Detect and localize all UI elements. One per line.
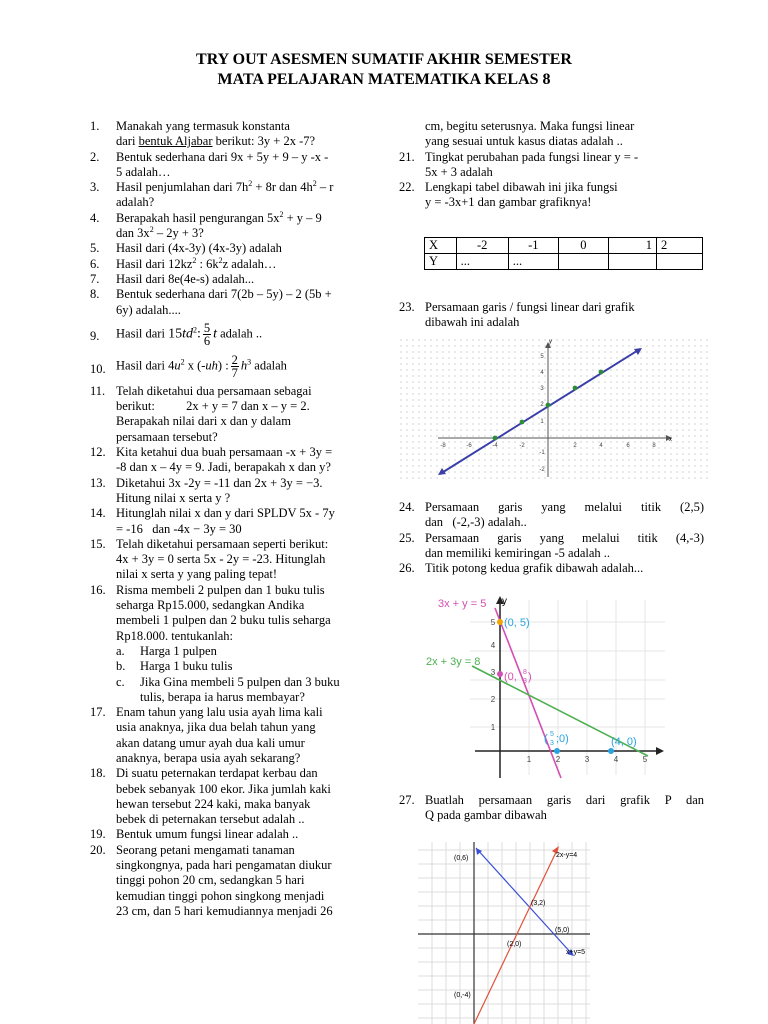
y-axis-label: y: [502, 596, 507, 607]
question-text: Risma membeli 2 pulpen dan 1 buku tulis: [116, 582, 325, 597]
question-text: adalah: [251, 358, 287, 373]
left-column: [90, 119, 375, 919]
question-text: cm, begitu seterusnya. Maka fungsi linear: [425, 119, 635, 133]
question-number: 2.: [90, 149, 100, 164]
question-text: Di suatu peternakan terdapat kerbau dan: [116, 766, 318, 781]
y-tick-label: 4: [490, 641, 496, 650]
question-text: Q pada gambar dibawah: [425, 808, 547, 823]
question-text: kemudian tinggi pohon singkong menjadi: [116, 888, 325, 903]
question-text: Titik potong kedua grafik dibawah adalah...: [425, 561, 644, 576]
question-text: – r: [316, 180, 334, 195]
question-text: bebek di peternakan tersebut adalah ..: [116, 812, 305, 827]
graph-26: [420, 590, 670, 782]
question-text: ) :: [217, 358, 229, 373]
math-variable: h: [240, 358, 248, 373]
question-text: membeli 1 pulpen dan 2 buku tulis seharga: [116, 613, 331, 628]
point-label-0-8-3-open: (0,: [504, 671, 517, 683]
label-2x-y-4: 2x-y=4: [556, 852, 578, 859]
question-number: 23.: [399, 300, 415, 314]
exponent: 2: [218, 255, 223, 265]
y-tick-label: 2: [540, 402, 544, 408]
question-number: 13.: [90, 475, 106, 490]
question-text: adalah?: [116, 195, 155, 210]
question-text: Hasil penjumlahan dari 7h: [116, 180, 249, 195]
question-text: nilai x serta y yang paling tepat!: [116, 567, 278, 582]
question-3: [90, 180, 375, 211]
question-16: [90, 583, 375, 705]
question-text: 23 cm, dan 5 hari kemudiannya menjadi 26: [116, 903, 333, 918]
sub-question-text: tulis, berapa ia harus membayar?: [140, 689, 305, 704]
question-number: 5.: [90, 241, 100, 256]
question-text: Buatlah persamaan garis dari grafik P dan: [425, 793, 704, 807]
question-12: [90, 445, 375, 476]
question-15: [90, 537, 375, 583]
question-number: 6.: [90, 256, 100, 271]
question-number: 4.: [90, 210, 100, 225]
question-text: Persamaan garis yang melalui titik (2,5): [425, 500, 704, 514]
point-label-5-3-open: (: [544, 733, 548, 745]
sub-question-a: [116, 644, 375, 659]
table-cell: [656, 254, 702, 270]
question-text: Bentuk sederhana dari 7(2b – 5y) – 2 (5b +: [116, 287, 332, 302]
exponent: 2: [192, 325, 197, 335]
y-tick-label: 3: [540, 386, 544, 392]
x-tick-label: 1: [526, 755, 532, 764]
question-text: akan datang umur ayah dua kali umur: [116, 735, 305, 750]
math-variable: uh: [205, 358, 218, 373]
x-tick-labels: [527, 755, 648, 764]
point: [573, 386, 578, 391]
question-text: Hitunglah nilai x dan y dari SPLDV 5x - 7y: [116, 506, 335, 521]
x-tick-label: 4: [613, 755, 619, 764]
question-number: 1.: [90, 119, 100, 133]
question-text: Berapakah nilai dari x dan y dalam: [116, 414, 291, 429]
label-2-0: (2,0): [507, 941, 522, 948]
sub-question-letter: a.: [116, 643, 125, 658]
question-2: [90, 150, 375, 181]
fraction-denominator: 7: [231, 365, 238, 380]
question-text: Kita ketahui dua buah persamaan -x + 3y =: [116, 445, 333, 460]
label-0-minus-4: (0,-4): [454, 992, 471, 999]
question-22: [399, 180, 704, 211]
question-text: x (-: [184, 358, 206, 373]
question-number: 15.: [90, 536, 106, 551]
fraction: [231, 354, 239, 379]
exponent: 2: [180, 357, 185, 367]
question-text: Hitung nilai x serta y ?: [116, 490, 231, 505]
table-cell: [558, 254, 608, 270]
question-text: berikut: 3y + 2x -7?: [212, 134, 316, 149]
math-operator: :: [196, 326, 201, 342]
line-3x-plus-y: [495, 608, 561, 778]
question-4: [90, 211, 375, 242]
y-tick-label: 1: [490, 723, 496, 732]
question-text: Hasil dari 8e(4e-s) adalah...: [116, 271, 255, 286]
exponent: 3: [247, 357, 252, 367]
question-number: 24.: [399, 500, 415, 514]
question-text: tinggi pohon 20 cm, sedangkan 5 hari: [116, 873, 305, 888]
exponent: 2: [312, 179, 317, 189]
right-column-q23: [399, 300, 704, 331]
point-label-0-8-3-num: 8: [523, 669, 527, 676]
question-text: Bentuk sederhana dari 9x + 5y + 9 – y -x -: [116, 149, 329, 164]
question-text: seharga Rp15.000, sedangkan Andika: [116, 598, 305, 613]
graph-23: [398, 337, 710, 482]
question-20: [90, 843, 375, 919]
question-text: z adalah…: [222, 256, 277, 271]
point-0-5: [497, 619, 503, 625]
math-variable: td: [182, 326, 193, 342]
question-1: [90, 119, 375, 150]
table-cell: Y: [425, 254, 457, 270]
question-8: [90, 287, 375, 318]
question-number: 9.: [90, 328, 100, 343]
question-text: Rp18.000. tentukanlah:: [116, 628, 233, 643]
sub-question-c: [116, 675, 375, 706]
question-number: 14.: [90, 506, 106, 521]
x-tick-label: 4: [599, 443, 603, 449]
question-9: [90, 322, 375, 350]
question-text: dan 3x: [116, 226, 150, 241]
sub-question-text: Harga 1 pulpen: [140, 643, 217, 658]
point-x-intercept: [493, 436, 498, 441]
x-tick-label: 2: [555, 755, 561, 764]
y-tick-label: 4: [540, 370, 544, 376]
question-text: Hasil dari 4: [116, 358, 175, 373]
question-text: bebek sebanyak 100 ekor. Jika jumlah kaki: [116, 781, 331, 796]
y-tick-label: -2: [539, 467, 545, 473]
table-cell: 2: [656, 238, 702, 254]
point-label-5-3-den: 3: [550, 740, 554, 747]
math-coefficient: 15: [168, 326, 183, 342]
question-14: [90, 506, 375, 537]
point-label-4-0: (4, 0): [611, 736, 637, 748]
aljabar-link[interactable]: bentuk Aljabar: [138, 134, 213, 149]
question-number: 25.: [399, 530, 415, 545]
y-tick-label: 1: [540, 419, 544, 425]
page-title-line2: MATA PELAJARAN MATEMATIKA KELAS 8: [217, 71, 551, 88]
question-18: [90, 766, 375, 827]
x-tick-label: 6: [626, 443, 630, 449]
question-number: 22.: [399, 180, 415, 195]
question-text: + 8r dan 4h: [252, 180, 313, 195]
question-text: adalah ..: [217, 326, 263, 341]
question-text: singkongnya, pada hari pengamatan diukur: [116, 858, 332, 873]
question-text: -8 dan x – 4y = 9. Jadi, berapakah x dan y?: [116, 460, 331, 475]
question-text: berikut: 2x + y = 7 dan x – y = 2.: [116, 399, 310, 414]
exponent: 2: [149, 225, 154, 235]
point-label-0-8-3-close: ): [528, 671, 532, 683]
question-7: [90, 272, 375, 287]
question-text: persamaan tersebut?: [116, 429, 218, 444]
question-24: [399, 500, 704, 531]
question-text: dari: [116, 134, 139, 149]
point: [520, 420, 525, 425]
question-number: 10.: [90, 361, 106, 376]
exponent: 2: [279, 209, 284, 219]
point-label-5-3-close: ;0): [556, 733, 569, 745]
table-row: [425, 238, 703, 254]
question-number: 12.: [90, 445, 106, 460]
question-text: Enam tahun yang lalu usia ayah lima kali: [116, 705, 323, 720]
x-tick-label: -4: [492, 443, 498, 449]
question-text: 5 adalah…: [116, 164, 171, 179]
table-cell: [608, 254, 656, 270]
question-26: [399, 561, 704, 576]
point-5-3-0: [554, 748, 560, 754]
y-tick-labels: [491, 618, 496, 732]
question-text: Berapakah hasil pengurangan 5x: [116, 210, 280, 225]
point-label-0-5: (0, 5): [504, 617, 530, 629]
point-4-0: [608, 748, 614, 754]
y-tick-label: 5: [540, 354, 544, 360]
question-21: [399, 150, 704, 181]
fraction-denominator: 6: [203, 333, 211, 348]
sub-question-letter: b.: [116, 659, 126, 674]
question-13: [90, 476, 375, 507]
right-column-top: [399, 119, 704, 211]
right-column-q24-26: [399, 500, 704, 576]
graph-background: [398, 337, 710, 482]
exponent: 2: [192, 255, 197, 265]
y-tick-label: -1: [539, 450, 545, 456]
question-number: 11.: [90, 383, 106, 398]
question-19: [90, 827, 375, 842]
x-axis-label: x: [669, 437, 672, 443]
fraction-numerator: 5: [203, 320, 211, 335]
question-text: Manakah yang termasuk konstanta: [116, 119, 290, 133]
question-text: Tingkat perubahan pada fungsi linear y = -: [425, 149, 639, 164]
question-number: 7.: [90, 271, 100, 286]
question-text: dibawah ini adalah: [425, 315, 520, 330]
question-17: [90, 705, 375, 766]
table-cell: -2: [456, 238, 508, 254]
question-number: 26.: [399, 561, 415, 576]
equation-label-1: 3x + y = 5: [438, 598, 487, 610]
point-y-intercept: [546, 403, 551, 408]
question-text: hewan tersebut 224 kaki, maka banyak: [116, 796, 311, 811]
table-cell: ...: [456, 254, 508, 270]
question-text: 6y) adalah....: [116, 302, 181, 317]
question-number: 18.: [90, 766, 106, 781]
question-text: : 6k: [196, 256, 219, 271]
table-cell: ...: [508, 254, 558, 270]
question-number: 20.: [90, 842, 106, 857]
label-3-2: (3,2): [531, 900, 546, 907]
y-tick-label: 3: [490, 668, 496, 677]
table-cell: -1: [508, 238, 558, 254]
question-number: 16.: [90, 582, 106, 597]
question-text: Seorang petani mengamati tanaman: [116, 842, 295, 857]
sub-question-text: Harga 1 buku tulis: [140, 659, 233, 674]
table-cell: X: [425, 238, 457, 254]
question-text: Persamaan garis / fungsi linear dari grafik: [425, 300, 635, 314]
question-text: Telah diketahui persamaan seperti berikut:: [116, 536, 329, 551]
question-20-continued: [399, 119, 704, 150]
question-number: 8.: [90, 287, 100, 302]
question-text: Diketahui 3x -2y = -11 dan 2x + 3y = −3.: [116, 475, 323, 490]
question-text: 5x + 3 adalah: [425, 164, 493, 179]
exponent: 2: [248, 179, 253, 189]
sub-question-letter: c.: [116, 674, 125, 689]
question-text: Hasil dari 12kz: [116, 256, 193, 271]
fraction-numerator: 2: [231, 352, 238, 367]
sub-question-text: Jika Gina membeli 5 pulpen dan 3 buku: [140, 674, 340, 689]
x-tick-label: 5: [642, 755, 648, 764]
y-tick-label: 2: [490, 695, 496, 704]
question-text: + y – 9: [283, 210, 322, 225]
question-text: usia anaknya, jika dua belah tahun yang: [116, 720, 316, 735]
point-label-0-8-3-den: 3: [523, 678, 527, 685]
sub-question-b: [116, 659, 375, 674]
question-text: dan memiliki kemiringan -5 adalah ..: [425, 545, 611, 560]
y-axis-label: y: [549, 339, 552, 345]
question-6: [90, 257, 375, 272]
question-27: [399, 793, 704, 824]
page-title-line1: TRY OUT ASESMEN SUMATIF AKHIR SEMESTER: [196, 51, 572, 68]
graph-27: [418, 842, 590, 1024]
question-5: [90, 241, 375, 256]
point: [599, 370, 604, 375]
x-tick-label: 8: [652, 443, 656, 449]
question-number: 21.: [399, 149, 415, 164]
question-text: dan (-2,-3) adalah..: [425, 515, 527, 530]
question-text: Telah diketahui dua persamaan sebagai: [116, 383, 312, 398]
x-axis-arrow: [656, 747, 664, 755]
question-10: [90, 354, 375, 384]
question-11: [90, 384, 375, 445]
x-tick-label: -6: [466, 443, 472, 449]
question-number: 3.: [90, 180, 100, 195]
fraction: [203, 322, 211, 347]
question-text: = -16 dan -4x − 3y = 30: [116, 521, 242, 536]
y-tick-label: 5: [490, 618, 496, 627]
question-23: [399, 300, 704, 331]
equation-label-2: 2x + 3y = 8: [426, 656, 481, 668]
question-text: anaknya, berapa usia ayah sekarang?: [116, 750, 301, 765]
question-text: y = -3x+1 dan gambar grafiknya!: [425, 195, 592, 210]
question-text: Hasil dari (4x-3y) (4x-3y) adalah: [116, 241, 282, 256]
label-x-y-5: x+y=5: [566, 949, 586, 956]
math-variable: u: [174, 358, 181, 373]
point-label-5-3-num: 5: [550, 731, 554, 738]
question-text: Bentuk umum fungsi linear adalah ..: [116, 827, 299, 842]
x-tick-label: 2: [573, 443, 577, 449]
question-text: 4x + 3y = 0 serta 5x - 2y = -23. Hitunglah: [116, 552, 326, 567]
x-tick-label: -2: [519, 443, 525, 449]
question-25: [399, 531, 704, 562]
question-text: yang sesuai untuk kasus diatas adalah ..: [425, 134, 623, 149]
question-text: Hasil dari: [116, 326, 169, 341]
point-0-8-3: [497, 671, 503, 677]
right-column-q27: [399, 793, 704, 824]
label-0-6: (0,6): [454, 855, 469, 862]
table-cell: 1: [608, 238, 656, 254]
label-5-0: (5,0): [555, 927, 570, 934]
value-table: [424, 237, 703, 270]
question-text: Lengkapi tabel dibawah ini jika fungsi: [425, 180, 618, 195]
math-variable: t: [213, 326, 217, 342]
table-row: [425, 254, 703, 270]
table-cell: 0: [558, 238, 608, 254]
x-tick-label: -8: [440, 443, 446, 449]
question-number: 19.: [90, 827, 106, 842]
question-text: – 2y + 3?: [153, 226, 204, 241]
question-number: 27.: [399, 793, 415, 807]
question-text: Persamaan garis yang melalui titik (4,-3): [425, 530, 704, 545]
question-number: 17.: [90, 705, 106, 720]
x-tick-label: 3: [584, 755, 590, 764]
